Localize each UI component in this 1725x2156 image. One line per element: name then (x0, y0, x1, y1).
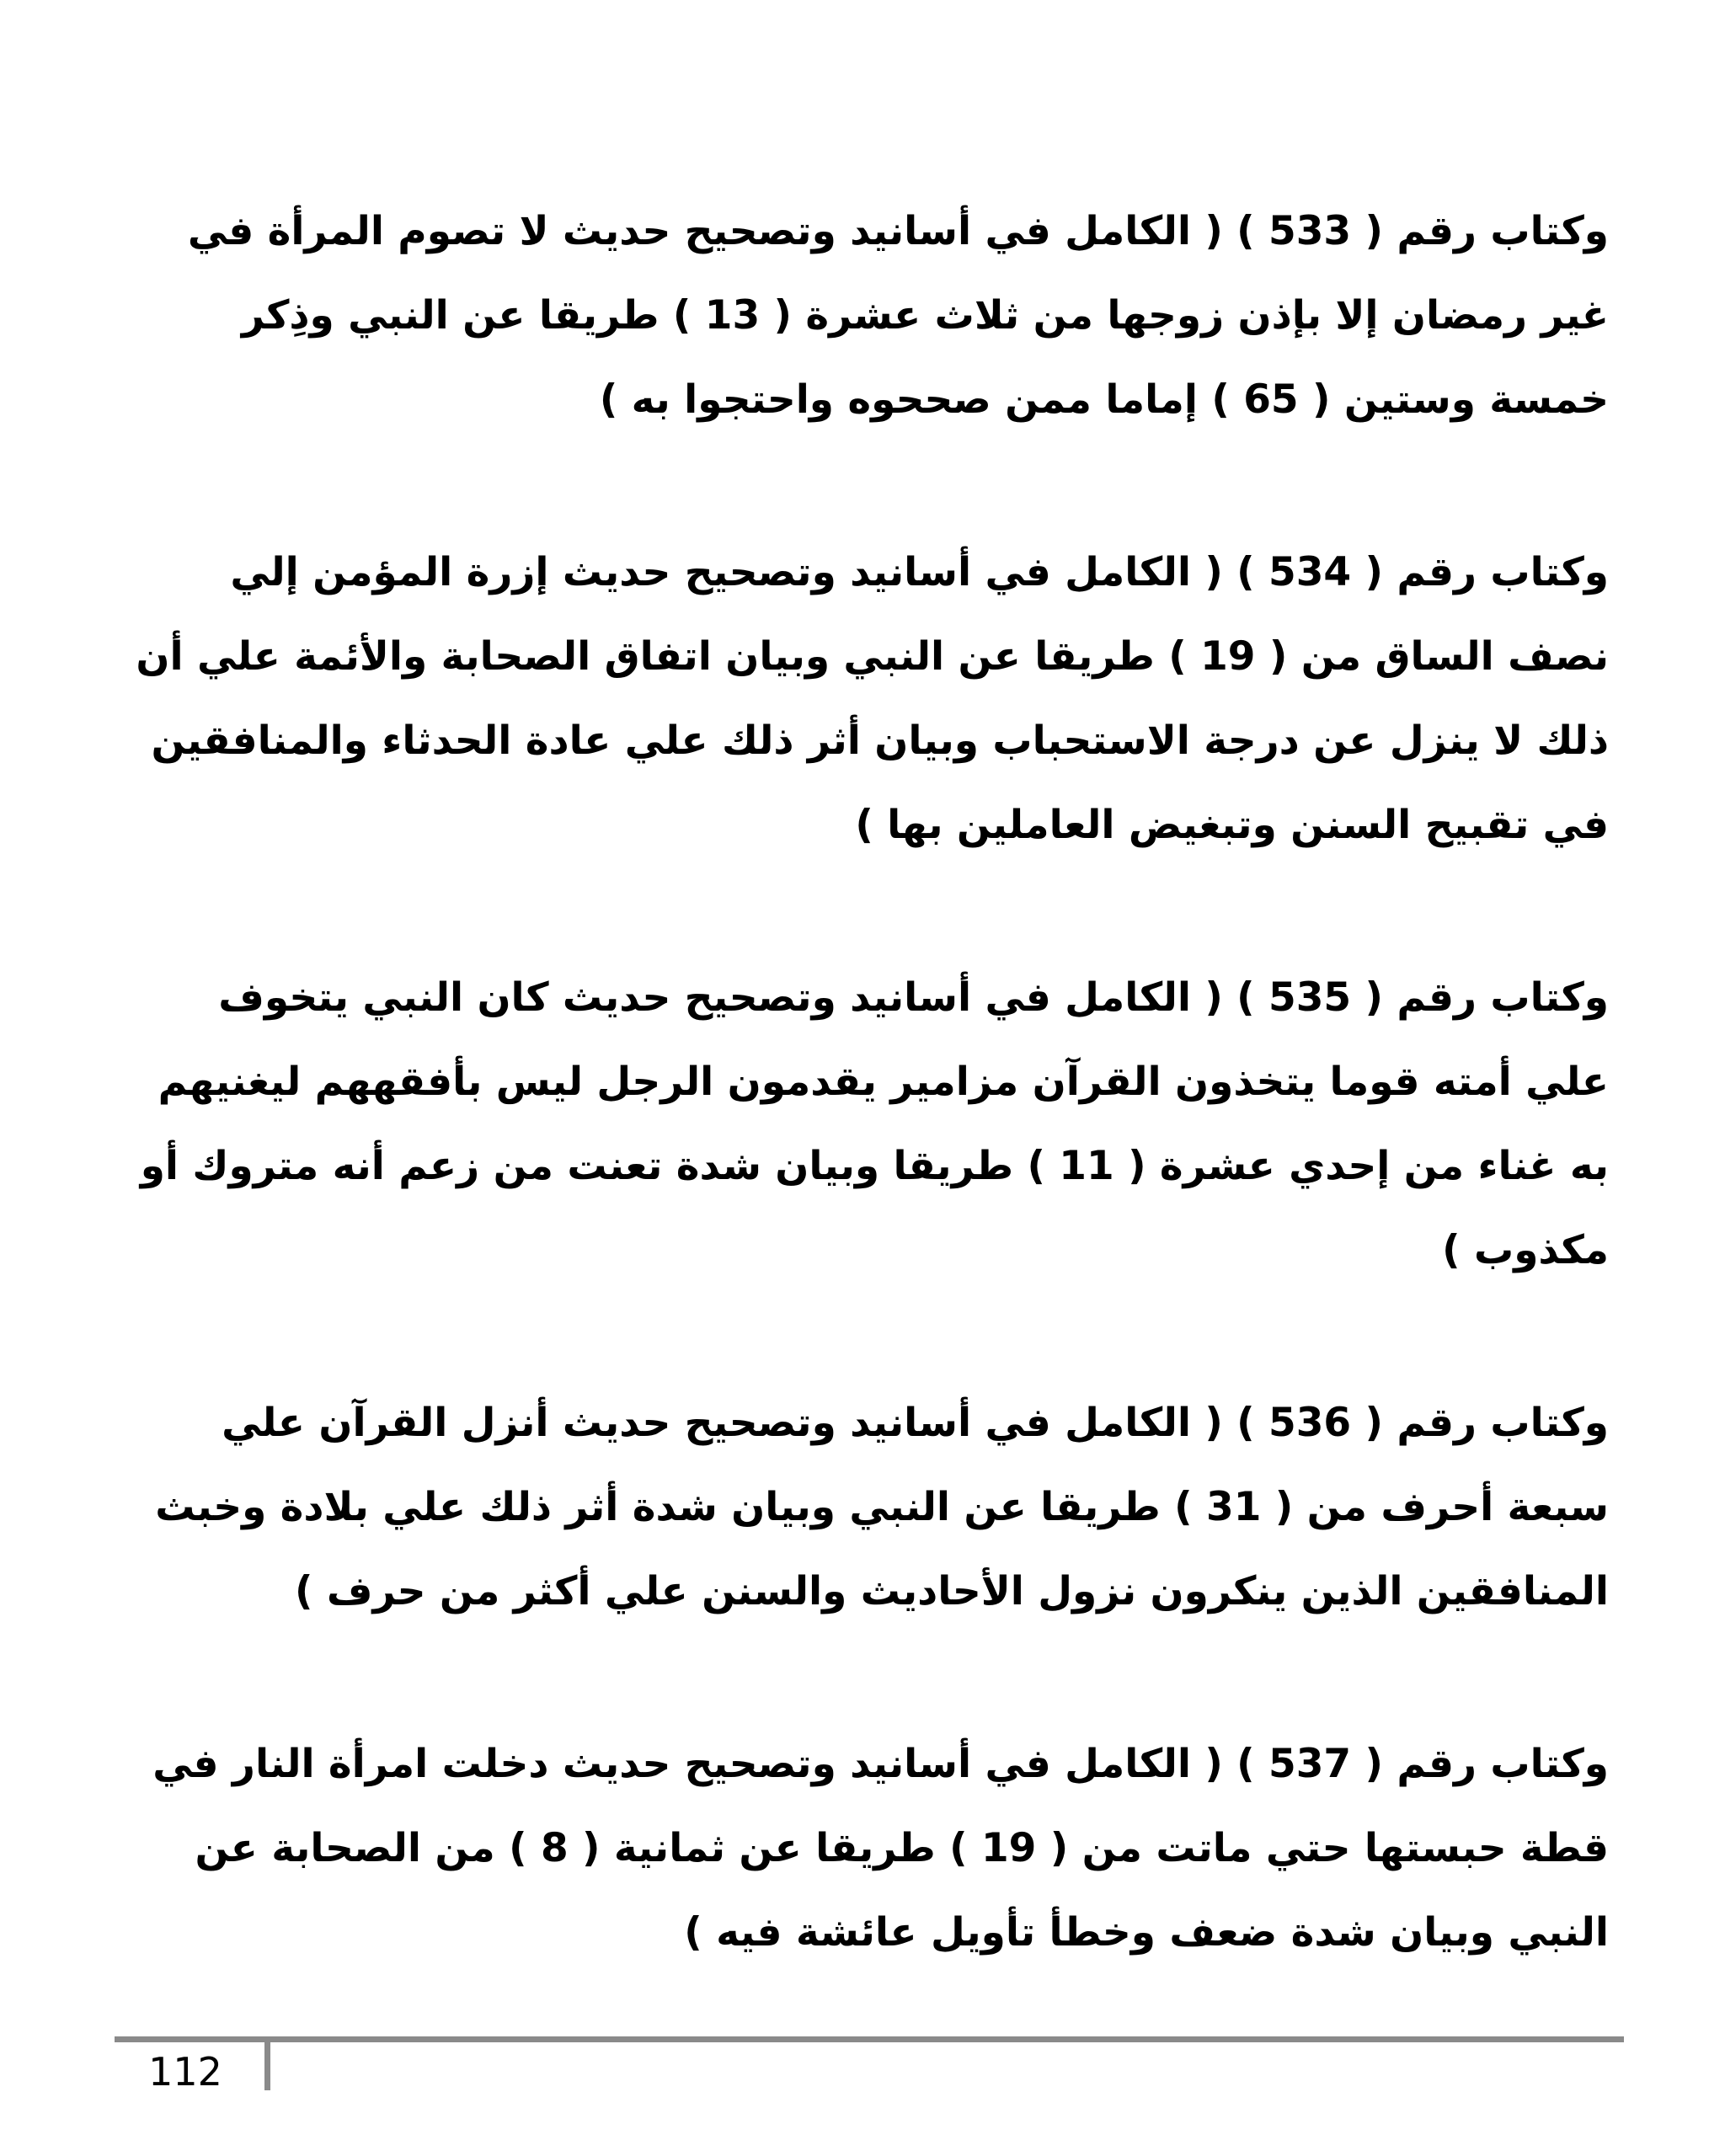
book-entry-534: وكتاب رقم ( 534 ) ( الكامل في أسانيد وتصحيح حديث إزرة المؤمن إلي نصف الساق من ( 19 ) طريقا عن النبي وبيان اتفاق الصحابة والأئمة علي أن ذلك لا ينزل عن درجة الاستحباب وبيان أثر ذلك علي عادة الحدثاء والمنافقين في تقبيح السنن وتبغيض العاملين بها ) (136, 549, 1609, 848)
page-number: 112 (148, 2049, 222, 2095)
book-entry-536: وكتاب رقم ( 536 ) ( الكامل في أسانيد وتصحيح حديث أنزل القرآن علي سبعة أحرف من ( 31 ) طريقا عن النبي وبيان شدة أثر ذلك علي بلادة وخبث المنافقين الذين ينكرون نزول الأحاديث والسنن علي أكثر من حرف ) (155, 1400, 1609, 1614)
book-entry-535: وكتاب رقم ( 535 ) ( الكامل في أسانيد وتصحيح حديث كان النبي يتخوف علي أمته قوما يتخذون القرآن مزامير يقدمون الرجل ليس بأفقههم ليغنيهم به غناء من إحدي عشرة ( 11 ) طريقا وبيان شدة تعنت من زعم أنه متروك أو مكذوب ) (140, 974, 1609, 1273)
book-entry-533: وكتاب رقم ( 533 ) ( الكامل في أسانيد وتصحيح حديث لا تصوم المرأة في غير رمضان إلا بإذن زوجها من ثلاث عشرة ( 13 ) طريقا عن النبي وذِكر خمسة وستين ( 65 ) إماما ممن صححوه واحتجوا به ) (187, 208, 1609, 423)
book-entry-537: وكتاب رقم ( 537 ) ( الكامل في أسانيد وتصحيح حديث دخلت امرأة النار في قطة حبستها حتي ماتت من ( 19 ) طريقا عن ثمانية ( 8 ) من الصحابة عن النبي وبيان شدة ضعف وخطأ تأويل عائشة فيه ) (152, 1741, 1609, 1956)
footer-divider (264, 2036, 270, 2090)
entries-list (135, 189, 1609, 2063)
footer-rule (115, 2036, 1624, 2042)
